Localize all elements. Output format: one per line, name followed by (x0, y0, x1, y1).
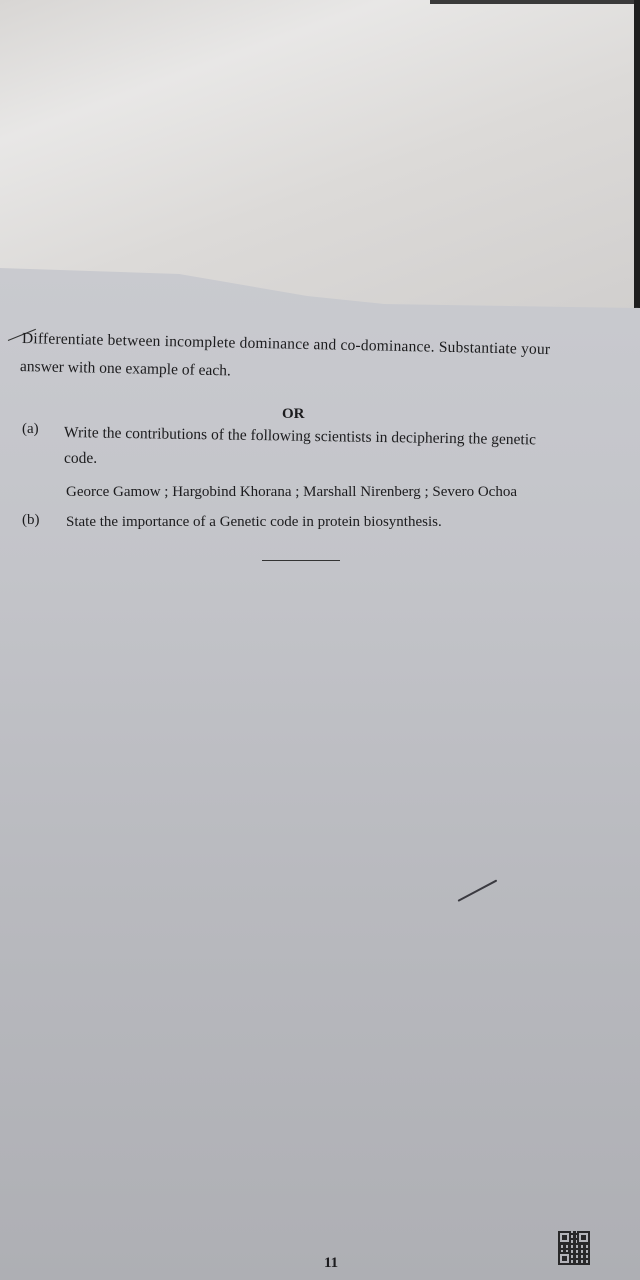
question-text-line-1: Differentiate between incomplete dominance and co-dominance. Substantiate your (21, 330, 551, 359)
part-a-label: (a) (22, 421, 39, 437)
qr-finder (558, 1231, 571, 1244)
qr-finder (558, 1252, 571, 1265)
or-separator: OR (282, 406, 305, 422)
part-b-label: (b) (22, 512, 40, 528)
exam-paper-page (0, 268, 640, 1280)
part-a-text-line-1: Write the contributions of the following scientists in deciphering the genetic (63, 424, 537, 449)
end-rule-divider (262, 560, 340, 561)
question-text-line-2: answer with one example of each. (19, 358, 232, 380)
page-number: 11 (324, 1255, 339, 1271)
qr-code-icon (558, 1231, 590, 1265)
qr-finder (577, 1231, 590, 1244)
background-edge-top (430, 0, 640, 4)
background-edge-right (634, 0, 640, 320)
part-a-text-line-2: code. (64, 450, 98, 467)
scientists-list: Georce Gamow ; Hargobind Khorana ; Marshall Nirenberg ; Severo Ochoa (66, 484, 517, 500)
part-b-text: State the importance of a Genetic code in protein biosynthesis. (66, 514, 442, 530)
